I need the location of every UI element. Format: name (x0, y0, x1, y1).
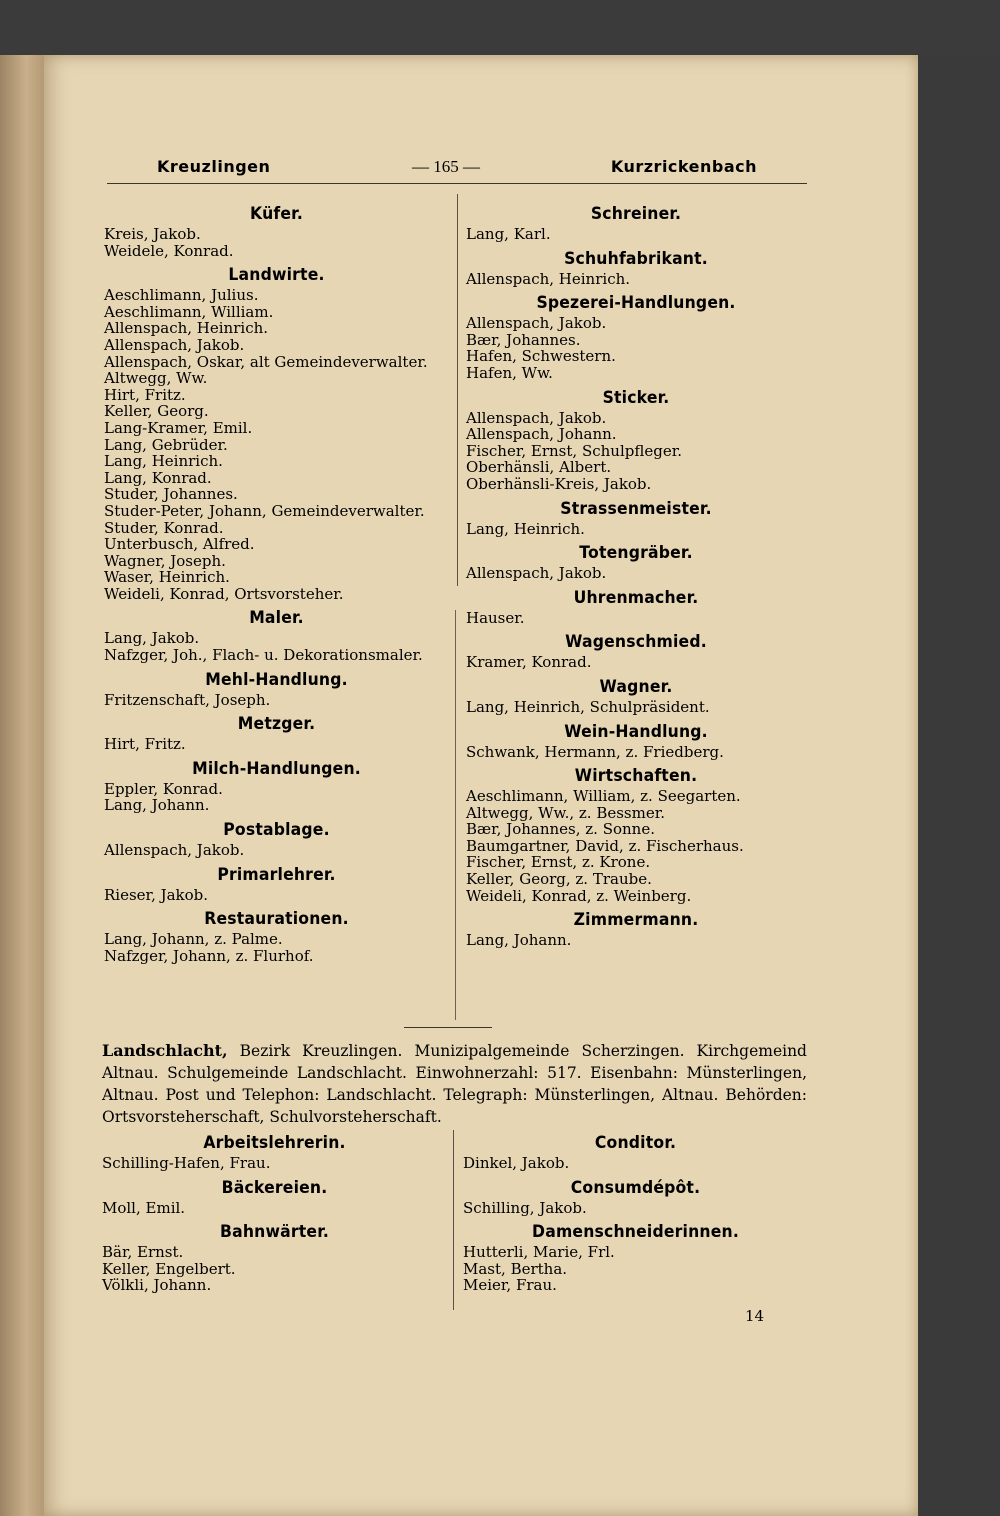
directory-entry: Altwegg, Ww., z. Bessmer. (466, 803, 666, 822)
directory-entry: Schwank, Hermann, z. Friedberg. (466, 742, 724, 761)
section-heading: Spezerei-Handlungen. (536, 293, 736, 314)
directory-entry: Weidele, Konrad. (104, 241, 234, 260)
directory-entry: Schilling-Hafen, Frau. (102, 1154, 271, 1172)
directory-entry: Studer-Peter, Johann, Gemeindeverwalter. (104, 501, 425, 520)
town-details: Bezirk Kreuzlingen. Munizipalgemeinde Scherzingen. Kirchgemeind Altnau. Schulgemeinde Landschlacht. Einwohnerzahl: 517. Eisenbahn: Münsterlingen, Altnau. Post und Telephon: Landschlacht. Telegraph: Münsterlingen, Altnau. Behörden: Ortsvorsteherschaft, Schulvorsteherschaft. (102, 1042, 807, 1126)
directory-section (104, 758, 449, 814)
directory-entry: Unterbusch, Alfred. (104, 535, 255, 554)
directory-entry: Fischer, Ernst, Schulpfleger. (466, 441, 682, 460)
directory-section (104, 203, 449, 259)
directory-entry: Allenspach, Oskar, alt Gemeindeverwalter. (104, 352, 428, 371)
directory-entry: Lang, Johann, z. Palme. (104, 930, 283, 949)
section-heading: Damenschneiderinnen. (532, 1222, 739, 1243)
directory-entry: Völkli, Johann. (102, 1276, 212, 1295)
directory-entry: Baumgartner, David, z. Fischerhaus. (466, 836, 744, 855)
section-heading: Restaurationen. (204, 909, 349, 930)
footer-page-number: 14 (745, 1307, 765, 1325)
directory-entry: Keller, Georg, z. Traube. (466, 870, 652, 889)
section-heading: Milch-Handlungen. (192, 758, 361, 779)
section-heading: Maler. (249, 608, 304, 629)
section-heading: Zimmermann. (573, 910, 699, 931)
section-heading: Sticker. (602, 387, 670, 408)
directory-entry: Mast, Bertha. (463, 1259, 568, 1278)
directory-entry: Allenspach, Heinrich. (466, 269, 631, 288)
section-heading: Wirtschaften. (574, 766, 698, 787)
directory-section (466, 542, 806, 582)
directory-entry: Lang, Konrad. (104, 468, 212, 487)
directory-section (466, 587, 806, 627)
town-description (102, 1040, 807, 1128)
directory-section (466, 387, 806, 493)
directory-entry: Lang, Johann. (466, 931, 572, 950)
directory-entry: Fischer, Ernst, z. Krone. (466, 853, 651, 872)
directory-entry: Fritzenschaft, Joseph. (104, 690, 271, 709)
directory-section (102, 1132, 447, 1172)
directory-entry: Lang, Jakob. (104, 629, 200, 648)
column-divider (457, 194, 458, 586)
directory-entry: Allenspach, Jakob. (466, 314, 607, 333)
section-heading: Wein-Handlung. (564, 721, 708, 742)
directory-entry: Lang, Johann. (104, 796, 210, 815)
directory-entry: Allenspach, Johann. (466, 425, 617, 444)
book-spine-shadow (0, 55, 44, 1516)
directory-entry: Wagner, Joseph. (104, 551, 226, 570)
directory-entry: Nafzger, Joh., Flach- u. Dekorationsmaler. (104, 646, 423, 665)
section-heading: Conditor. (594, 1133, 677, 1153)
directory-section (466, 721, 806, 761)
directory-entry: Bær, Johannes. (466, 330, 581, 349)
section-heading: Metzger. (237, 714, 316, 735)
directory-entry: Allenspach, Jakob. (466, 408, 607, 427)
section-heading: Bäckereien. (221, 1177, 328, 1198)
directory-section (466, 203, 806, 243)
directory-entry: Lang, Gebrüder. (104, 435, 228, 454)
directory-section (466, 498, 806, 538)
directory-section (102, 1177, 447, 1217)
directory-entry: Weideli, Konrad, Ortsvorsteher. (104, 584, 344, 603)
directory-entry: Allenspach, Jakob. (466, 564, 607, 583)
directory-entry: Bär, Ernst. (102, 1243, 184, 1262)
directory-section (104, 607, 449, 663)
directory-entry: Schilling, Jakob. (463, 1198, 587, 1217)
directory-entry: Lang, Karl. (466, 225, 551, 243)
directory-entry: Kreis, Jakob. (104, 225, 201, 243)
directory-column-left (102, 1127, 447, 1294)
directory-section (104, 864, 449, 904)
directory-column-right (463, 1127, 808, 1294)
directory-entry: Hirt, Fritz. (104, 735, 186, 754)
directory-entry: Moll, Emil. (102, 1198, 186, 1217)
section-heading: Küfer. (250, 204, 303, 224)
running-head (107, 155, 807, 184)
section-heading: Strassenmeister. (560, 498, 712, 519)
directory-entry: Altwegg, Ww. (104, 369, 208, 388)
directory-entry: Allenspach, Jakob. (104, 335, 245, 354)
directory-entry: Allenspach, Heinrich. (104, 319, 269, 338)
section-heading: Uhrenmacher. (573, 587, 699, 608)
directory-section (466, 248, 806, 288)
scan-background (918, 55, 1000, 1516)
directory-entry: Lang, Heinrich, Schulpräsident. (466, 697, 710, 716)
directory-entry: Keller, Engelbert. (102, 1259, 236, 1278)
column-divider (455, 610, 456, 1020)
directory-entry: Studer, Konrad. (104, 518, 224, 537)
directory-entry: Aeschlimann, Julius. (104, 286, 259, 305)
directory-entry: Bær, Johannes, z. Sonne. (466, 820, 655, 839)
running-head-left: Kreuzlingen (157, 157, 271, 176)
directory-entry: Keller, Georg. (104, 402, 209, 421)
directory-column-right (466, 198, 806, 949)
directory-entry: Studer, Johannes. (104, 485, 238, 504)
town-name: Landschlacht, (102, 1041, 228, 1060)
directory-entry: Lang-Kramer, Emil. (104, 418, 253, 437)
directory-section (466, 676, 806, 716)
section-divider (404, 1027, 492, 1028)
directory-section (463, 1177, 808, 1217)
directory-entry: Hutterli, Marie, Frl. (463, 1243, 615, 1262)
section-heading: Consumdépôt. (570, 1177, 701, 1198)
directory-section (104, 819, 449, 859)
section-heading: Bahnwärter. (219, 1222, 329, 1243)
directory-entry: Meier, Frau. (463, 1276, 557, 1295)
directory-section (466, 765, 806, 904)
section-heading: Postablage. (223, 820, 330, 841)
running-head-page-number: — 165 — (412, 157, 480, 176)
directory-entry: Waser, Heinrich. (104, 568, 230, 587)
column-divider (453, 1130, 454, 1310)
directory-column-left (104, 198, 449, 964)
directory-entry: Allenspach, Jakob. (104, 841, 245, 860)
section-heading: Schreiner. (590, 204, 682, 224)
directory-entry: Eppler, Konrad. (104, 779, 223, 798)
section-heading: Wagner. (599, 676, 673, 697)
directory-entry: Hafen, Ww. (466, 363, 553, 382)
directory-section (102, 1221, 447, 1294)
directory-entry: Lang, Heinrich. (466, 519, 585, 538)
directory-entry: Weideli, Konrad, z. Weinberg. (466, 886, 692, 905)
directory-section (466, 631, 806, 671)
directory-entry: Nafzger, Johann, z. Flurhof. (104, 946, 314, 965)
directory-entry: Kramer, Konrad. (466, 653, 592, 672)
directory-entry: Hirt, Fritz. (104, 385, 186, 404)
directory-entry: Lang, Heinrich. (104, 452, 223, 471)
section-heading: Schuhfabrikant. (564, 248, 708, 269)
directory-entry: Aeschlimann, William. (104, 302, 274, 321)
directory-section (463, 1221, 808, 1294)
section-heading: Wagenschmied. (565, 632, 707, 653)
section-heading: Primarlehrer. (217, 864, 336, 885)
section-heading: Landwirte. (228, 265, 325, 286)
running-head-right: Kurzrickenbach (610, 157, 757, 176)
section-heading: Arbeitslehrerin. (203, 1133, 346, 1153)
directory-section (463, 1132, 808, 1172)
directory-entry: Oberhänsli, Albert. (466, 458, 612, 477)
directory-section (466, 909, 806, 949)
directory-entry: Hauser. (466, 608, 525, 627)
directory-section (104, 669, 449, 709)
directory-section (104, 264, 449, 602)
section-heading: Totengräber. (579, 543, 693, 564)
directory-entry: Rieser, Jakob. (104, 885, 209, 904)
directory-section (104, 713, 449, 753)
directory-entry: Dinkel, Jakob. (463, 1154, 570, 1172)
section-heading: Mehl-Handlung. (205, 669, 348, 690)
directory-entry: Hafen, Schwestern. (466, 347, 616, 366)
directory-entry: Aeschlimann, William, z. Seegarten. (466, 787, 741, 806)
directory-entry: Oberhänsli-Kreis, Jakob. (466, 474, 652, 493)
directory-section (104, 908, 449, 964)
directory-section (466, 292, 806, 381)
